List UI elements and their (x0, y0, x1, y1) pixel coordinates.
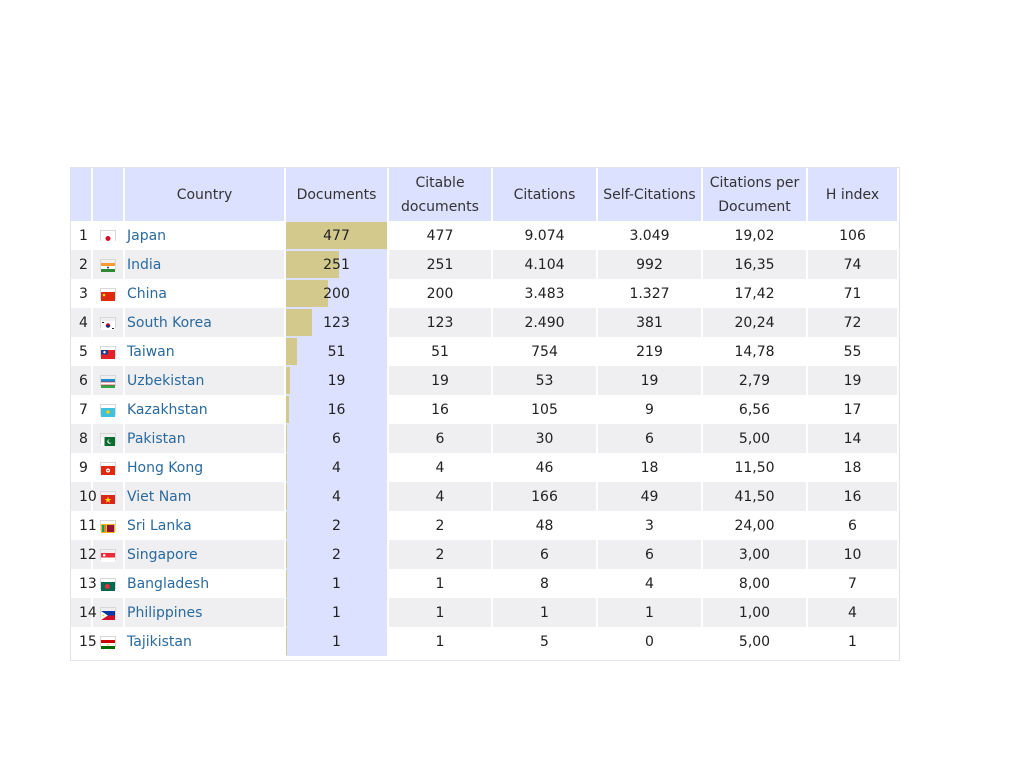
country-link[interactable]: Sri Lanka (125, 511, 286, 540)
self-citations-cell: 6 (598, 424, 703, 453)
self-citations-cell: 381 (598, 308, 703, 337)
documents-cell (286, 569, 389, 598)
documents-value: 1 (332, 633, 341, 650)
self-citations-cell: 992 (598, 250, 703, 279)
documents-cell (286, 424, 389, 453)
citations-per-document-cell: 5,00 (703, 424, 808, 453)
citations-per-document-cell: 11,50 (703, 453, 808, 482)
hong-kong-flag-icon (100, 462, 116, 473)
self-citations-cell: 219 (598, 337, 703, 366)
india-flag-icon (100, 259, 116, 270)
documents-value: 200 (323, 285, 350, 302)
header-country[interactable]: Country (125, 168, 286, 221)
rank-cell: 7 (71, 395, 93, 424)
philippines-flag-icon (100, 607, 116, 618)
documents-cell (286, 540, 389, 569)
citable-documents-cell: 1 (389, 598, 493, 627)
citations-per-document-cell: 19,02 (703, 221, 808, 250)
citations-cell: 105 (493, 395, 598, 424)
citations-per-document-cell: 24,00 (703, 511, 808, 540)
documents-bar (286, 570, 287, 597)
flag-cell (93, 308, 125, 337)
flag-cell (93, 424, 125, 453)
documents-bar (286, 512, 287, 539)
flag-cell (93, 221, 125, 250)
citations-cell: 3.483 (493, 279, 598, 308)
country-link[interactable]: Pakistan (125, 424, 286, 453)
flag-cell (93, 250, 125, 279)
documents-cell (286, 511, 389, 540)
documents-bar (286, 454, 287, 481)
documents-value: 2 (332, 546, 341, 563)
table-row (71, 627, 899, 656)
country-link[interactable]: Philippines (125, 598, 286, 627)
documents-bar (286, 628, 287, 655)
citable-documents-cell: 123 (389, 308, 493, 337)
citable-documents-cell: 4 (389, 453, 493, 482)
h-index-cell: 1 (808, 627, 899, 656)
japan-flag-icon (100, 230, 116, 241)
documents-value: 4 (332, 459, 341, 476)
documents-cell (286, 250, 389, 279)
h-index-cell: 7 (808, 569, 899, 598)
citations-cell: 53 (493, 366, 598, 395)
h-index-cell: 18 (808, 453, 899, 482)
self-citations-cell: 19 (598, 366, 703, 395)
h-index-cell: 55 (808, 337, 899, 366)
citations-per-document-cell: 17,42 (703, 279, 808, 308)
tajikistan-flag-icon (100, 636, 116, 647)
header-citable-documents[interactable]: Citable documents (389, 168, 493, 221)
citable-documents-cell: 6 (389, 424, 493, 453)
documents-bar (286, 338, 297, 365)
citations-per-document-cell: 2,79 (703, 366, 808, 395)
h-index-cell: 16 (808, 482, 899, 511)
rank-cell: 6 (71, 366, 93, 395)
header-flag (93, 168, 125, 221)
table-row (71, 221, 899, 250)
citable-documents-cell: 2 (389, 511, 493, 540)
flag-cell (93, 540, 125, 569)
singapore-flag-icon (100, 549, 116, 560)
rank-cell: 1 (71, 221, 93, 250)
citations-cell: 48 (493, 511, 598, 540)
documents-cell (286, 279, 389, 308)
documents-bar (286, 309, 312, 336)
self-citations-cell: 4 (598, 569, 703, 598)
rank-cell: 14 (71, 598, 93, 627)
citations-cell: 4.104 (493, 250, 598, 279)
country-link[interactable]: South Korea (125, 308, 286, 337)
table-header-row (71, 168, 899, 221)
h-index-cell: 4 (808, 598, 899, 627)
table-row (71, 279, 899, 308)
flag-cell (93, 395, 125, 424)
documents-value: 477 (323, 227, 350, 244)
documents-cell (286, 627, 389, 656)
h-index-cell: 72 (808, 308, 899, 337)
citations-per-document-cell: 3,00 (703, 540, 808, 569)
country-link[interactable]: Singapore (125, 540, 286, 569)
header-citations[interactable]: Citations (493, 168, 598, 221)
documents-value: 6 (332, 430, 341, 447)
citations-cell: 754 (493, 337, 598, 366)
self-citations-cell: 9 (598, 395, 703, 424)
table-row (71, 308, 899, 337)
documents-cell (286, 366, 389, 395)
self-citations-cell: 0 (598, 627, 703, 656)
china-flag-icon (100, 288, 116, 299)
citations-cell: 8 (493, 569, 598, 598)
country-link[interactable]: Tajikistan (125, 627, 286, 656)
documents-cell (286, 453, 389, 482)
h-index-cell: 17 (808, 395, 899, 424)
rank-cell: 8 (71, 424, 93, 453)
citations-per-document-cell: 8,00 (703, 569, 808, 598)
citations-per-document-cell: 14,78 (703, 337, 808, 366)
flag-cell (93, 511, 125, 540)
documents-bar (286, 396, 289, 423)
documents-value: 251 (323, 256, 350, 273)
documents-bar (286, 425, 287, 452)
pakistan-flag-icon (100, 433, 116, 444)
country-link[interactable]: Uzbekistan (125, 366, 286, 395)
country-link[interactable]: Hong Kong (125, 453, 286, 482)
rank-cell: 12 (71, 540, 93, 569)
rank-cell: 15 (71, 627, 93, 656)
flag-cell (93, 627, 125, 656)
documents-bar (286, 367, 290, 394)
h-index-cell: 10 (808, 540, 899, 569)
rank-cell: 10 (71, 482, 93, 511)
documents-cell (286, 221, 389, 250)
documents-value: 1 (332, 575, 341, 592)
table-row (71, 453, 899, 482)
flag-cell (93, 482, 125, 511)
self-citations-cell: 18 (598, 453, 703, 482)
citations-cell: 1 (493, 598, 598, 627)
citations-per-document-cell: 5,00 (703, 627, 808, 656)
rank-cell: 3 (71, 279, 93, 308)
self-citations-cell: 3.049 (598, 221, 703, 250)
documents-value: 2 (332, 517, 341, 534)
documents-value: 16 (327, 401, 346, 418)
uzbekistan-flag-icon (100, 375, 116, 386)
table-row (71, 424, 899, 453)
h-index-cell: 6 (808, 511, 899, 540)
sri-lanka-flag-icon (100, 520, 116, 531)
h-index-cell: 19 (808, 366, 899, 395)
country-link[interactable]: Bangladesh (125, 569, 286, 598)
citable-documents-cell: 477 (389, 221, 493, 250)
documents-cell (286, 337, 389, 366)
taiwan-flag-icon (100, 346, 116, 357)
documents-value: 51 (327, 343, 346, 360)
documents-bar (286, 541, 287, 568)
header-self-citations[interactable]: Self-Citations (598, 168, 703, 221)
citations-cell: 30 (493, 424, 598, 453)
documents-value: 4 (332, 488, 341, 505)
flag-cell (93, 337, 125, 366)
country-link[interactable]: China (125, 279, 286, 308)
table-row (71, 511, 899, 540)
citations-per-document-cell: 41,50 (703, 482, 808, 511)
south-korea-flag-icon (100, 317, 116, 328)
citations-per-document-cell: 16,35 (703, 250, 808, 279)
header-citations-per-document[interactable]: Citations per Document (703, 168, 808, 221)
self-citations-cell: 49 (598, 482, 703, 511)
country-link[interactable]: Taiwan (125, 337, 286, 366)
citable-documents-cell: 4 (389, 482, 493, 511)
h-index-cell: 71 (808, 279, 899, 308)
country-link[interactable]: Viet Nam (125, 482, 286, 511)
citable-documents-cell: 200 (389, 279, 493, 308)
citations-per-document-cell: 6,56 (703, 395, 808, 424)
country-link[interactable]: Japan (125, 221, 286, 250)
documents-bar (286, 599, 287, 626)
table-row (71, 395, 899, 424)
rank-cell: 11 (71, 511, 93, 540)
citable-documents-cell: 19 (389, 366, 493, 395)
h-index-cell: 74 (808, 250, 899, 279)
country-ranking-table-container (70, 167, 900, 661)
citable-documents-cell: 51 (389, 337, 493, 366)
rank-cell: 5 (71, 337, 93, 366)
country-ranking-table (71, 168, 899, 656)
citations-per-document-cell: 1,00 (703, 598, 808, 627)
viet-nam-flag-icon (100, 491, 116, 502)
table-row (71, 540, 899, 569)
h-index-cell: 14 (808, 424, 899, 453)
bangladesh-flag-icon (100, 578, 116, 589)
citable-documents-cell: 1 (389, 627, 493, 656)
kazakhstan-flag-icon (100, 404, 116, 415)
citations-cell: 6 (493, 540, 598, 569)
citable-documents-cell: 2 (389, 540, 493, 569)
rank-cell: 9 (71, 453, 93, 482)
table-row (71, 569, 899, 598)
citations-per-document-cell: 20,24 (703, 308, 808, 337)
documents-cell (286, 482, 389, 511)
documents-value: 123 (323, 314, 350, 331)
documents-bar (286, 280, 328, 307)
table-row (71, 366, 899, 395)
table-row (71, 337, 899, 366)
table-row (71, 250, 899, 279)
documents-bar (286, 483, 287, 510)
flag-cell (93, 279, 125, 308)
rank-cell: 4 (71, 308, 93, 337)
citations-cell: 5 (493, 627, 598, 656)
documents-value: 19 (327, 372, 346, 389)
citable-documents-cell: 16 (389, 395, 493, 424)
header-rank (71, 168, 93, 221)
citable-documents-cell: 251 (389, 250, 493, 279)
rank-cell: 2 (71, 250, 93, 279)
citable-documents-cell: 1 (389, 569, 493, 598)
flag-cell (93, 598, 125, 627)
self-citations-cell: 6 (598, 540, 703, 569)
documents-cell (286, 598, 389, 627)
self-citations-cell: 1 (598, 598, 703, 627)
h-index-cell: 106 (808, 221, 899, 250)
documents-value: 1 (332, 604, 341, 621)
documents-cell (286, 308, 389, 337)
flag-cell (93, 569, 125, 598)
citations-cell: 46 (493, 453, 598, 482)
documents-cell (286, 395, 389, 424)
header-h-index[interactable]: H index (808, 168, 899, 221)
flag-cell (93, 453, 125, 482)
self-citations-cell: 1.327 (598, 279, 703, 308)
header-documents[interactable]: Documents (286, 168, 389, 221)
citations-cell: 166 (493, 482, 598, 511)
rank-cell: 13 (71, 569, 93, 598)
country-link[interactable]: Kazakhstan (125, 395, 286, 424)
self-citations-cell: 3 (598, 511, 703, 540)
table-row (71, 482, 899, 511)
flag-cell (93, 366, 125, 395)
country-link[interactable]: India (125, 250, 286, 279)
citations-cell: 2.490 (493, 308, 598, 337)
citations-cell: 9.074 (493, 221, 598, 250)
table-row (71, 598, 899, 627)
